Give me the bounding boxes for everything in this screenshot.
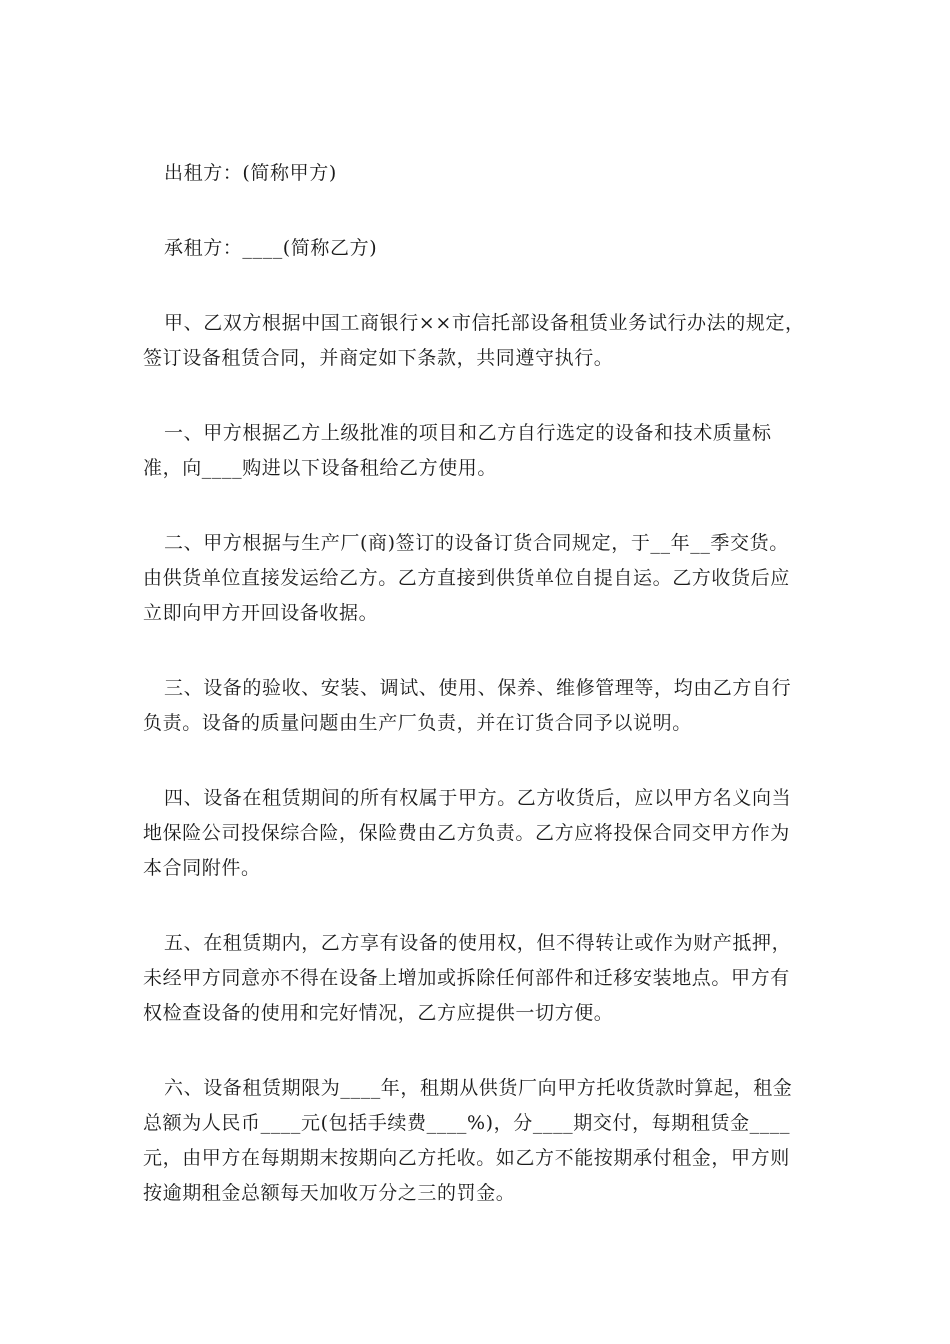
lessor-line: 出租方：(简称甲方) [164, 162, 337, 184]
clause-6-paragraph: 六、设备租赁期限为____年，租期从供货厂向甲方托收货款时算起，租金总额为人民币____元(包括手续费____%)，分____期交付，每期租赁金____元，由甲方在每期期末按期向乙方托收。如乙方不能按期承付租金，甲方则按逾期租金总额每天加收万分之三的罚金。 [143, 1077, 793, 1204]
lessee-line: 承租方：____(简称乙方) [164, 237, 378, 259]
document-page [143, 156, 808, 1211]
clause-2-paragraph: 二、甲方根据与生产厂(商)签订的设备订货合同规定，于__年__季交货。由供货单位直接发运给乙方。乙方直接到供货单位自提自运。乙方收货后应立即向甲方开回设备收据。 [143, 532, 790, 624]
clause-4-paragraph: 四、设备在租赁期间的所有权属于甲方。乙方收货后，应以甲方名义向当地保险公司投保综合险，保险费由乙方负责。乙方应将投保合同交甲方作为本合同附件。 [143, 787, 792, 879]
preamble-paragraph: 甲、乙双方根据中国工商银行××市信托部设备租赁业务试行办法的规定，签订设备租赁合同，并商定如下条款，共同遵守执行。 [143, 312, 805, 369]
clause-1-paragraph: 一、甲方根据乙方上级批准的项目和乙方自行选定的设备和技术质量标准，向____购进以下设备租给乙方使用。 [143, 422, 772, 479]
clause-5-paragraph: 五、在租赁期内，乙方享有设备的使用权，但不得转让或作为财产抵押，未经甲方同意亦不得在设备上增加或拆除任何部件和迁移安装地点。甲方有权检查设备的使用和完好情况，乙方应提供一切方便。 [143, 932, 792, 1024]
clause-3-paragraph: 三、设备的验收、安装、调试、使用、保养、维修管理等，均由乙方自行负责。设备的质量问题由生产厂负责，并在订货合同予以说明。 [143, 677, 792, 734]
